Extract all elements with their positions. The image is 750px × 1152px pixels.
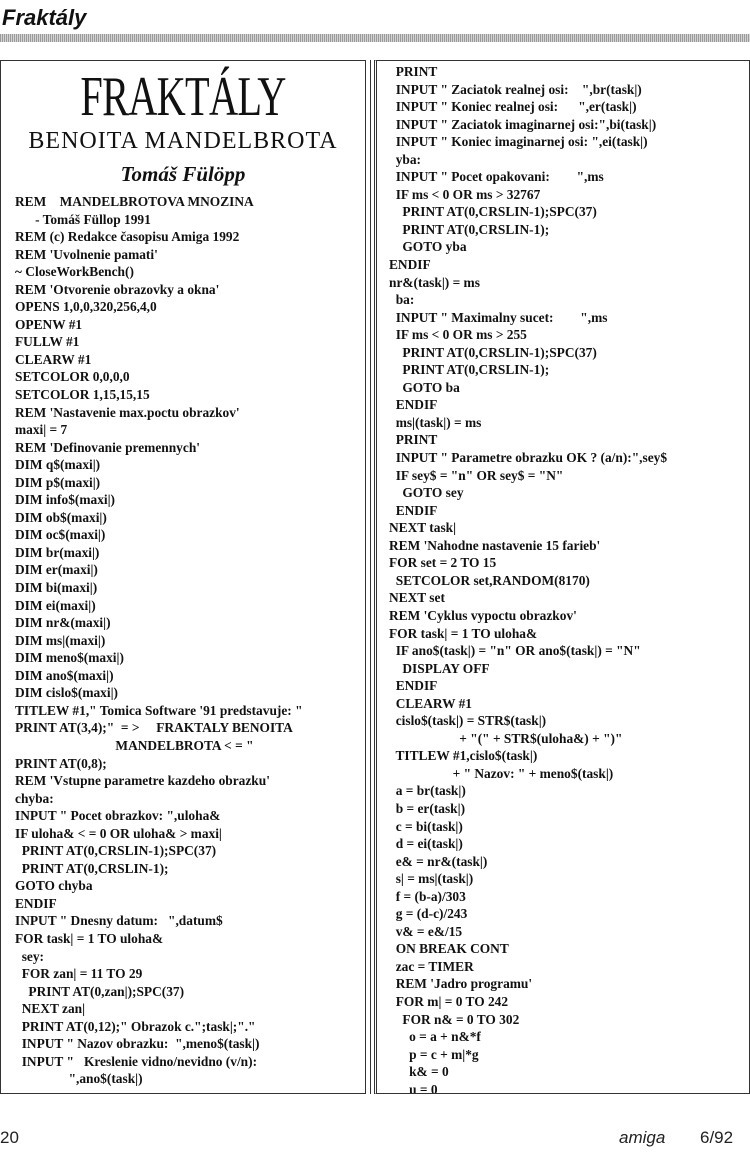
code-line: v& = e&/15 xyxy=(389,923,463,939)
code-line: ENDIF xyxy=(389,257,431,273)
code-line: nr&(task|) = ms xyxy=(389,274,480,290)
issue-number: 6/92 xyxy=(700,1128,734,1147)
code-line: IF uloha& < = 0 OR uloha& > maxi| xyxy=(15,825,222,841)
code-line: FOR task| = 1 TO uloha& xyxy=(15,930,164,946)
code-line: IF ano$(task|) = "n" OR ano$(task|) = "N" xyxy=(389,643,641,659)
code-line: SETCOLOR 1,15,15,15 xyxy=(15,387,150,403)
code-line: DISPLAY OFF xyxy=(389,660,490,676)
code-line: DIM info$(maxi|) xyxy=(15,492,116,508)
code-line: PRINT AT(0,CRSLIN-1);SPC(37) xyxy=(15,843,217,859)
code-line: PRINT AT(0,CRSLIN-1); xyxy=(389,362,550,378)
code-line: INPUT " Zaciatok imaginarnej osi:",bi(task|) xyxy=(389,116,657,132)
code-line: TITLEW #1,cislo$(task|) xyxy=(389,748,538,764)
article-title: FRAKTÁLY xyxy=(80,66,286,128)
code-line: DIM nr&(maxi|) xyxy=(15,615,111,631)
magazine-name: amiga xyxy=(619,1128,666,1147)
code-line: FOR zan| = 11 TO 29 xyxy=(15,966,143,982)
code-line: DIM cislo$(maxi|) xyxy=(15,685,118,701)
code-line: k& = 0 xyxy=(389,1064,449,1080)
code-line: a = br(task|) xyxy=(389,783,466,799)
code-line: ",ano$(task|) xyxy=(15,1071,143,1087)
code-line: s| = ms|(task|) xyxy=(389,871,474,887)
code-line: GOTO yba xyxy=(389,239,467,255)
code-line: chyba: xyxy=(15,790,54,806)
code-line: REM 'Uvolnenie pamati' xyxy=(15,246,158,262)
code-line: d = ei(task|) xyxy=(389,836,463,852)
column-divider xyxy=(370,60,371,1094)
code-line: INPUT " Maximalny sucet: ",ms xyxy=(389,309,608,325)
code-line: INPUT " Dnesny datum: ",datum$ xyxy=(15,913,223,929)
code-line: IF ms < 0 OR ms > 255 xyxy=(389,327,527,343)
code-line: CLEARW #1 xyxy=(15,351,92,367)
code-line: CLEARW #1 xyxy=(389,695,472,711)
left-column xyxy=(0,60,366,1094)
code-line: DIM oc$(maxi|) xyxy=(15,527,106,543)
code-line: INPUT " Koniec realnej osi: ",er(task|) xyxy=(389,99,637,115)
code-line: FOR set = 2 TO 15 xyxy=(389,555,497,571)
left-code-listing xyxy=(1,193,365,1088)
code-line: ENDIF xyxy=(389,502,438,518)
code-line: yba: xyxy=(389,151,421,167)
code-line: FOR m| = 0 TO 242 xyxy=(389,993,509,1009)
code-line: PRINT AT(0,8); xyxy=(15,755,107,771)
code-line: zac = TIMER xyxy=(389,958,474,974)
code-line: DIM ano$(maxi|) xyxy=(15,667,114,683)
code-line: PRINT AT(0,zan|);SPC(37) xyxy=(15,983,185,999)
code-line: NEXT zan| xyxy=(15,1001,86,1017)
code-line: ms|(task|) = ms xyxy=(389,414,482,430)
code-line: GOTO sey xyxy=(389,485,464,501)
code-line: DIM ei(maxi|) xyxy=(15,597,96,613)
code-line: PRINT xyxy=(389,432,438,448)
code-line: INPUT " Parametre obrazku OK ? (a/n):",sey$ xyxy=(389,450,668,466)
code-line: f = (b-a)/303 xyxy=(389,888,466,904)
code-line: GOTO chyba xyxy=(15,878,93,894)
code-line: ENDIF xyxy=(389,397,438,413)
header-rule xyxy=(0,34,750,42)
code-line: INPUT " Koniec imaginarnej osi: ",ei(task|) xyxy=(389,134,648,150)
code-line: - Tomáš Füllop 1991 xyxy=(15,211,151,227)
code-line: REM 'Definovanie premennych' xyxy=(15,439,200,455)
code-line: PRINT AT(0,CRSLIN-1);SPC(37) xyxy=(389,344,597,360)
code-line: DIM q$(maxi|) xyxy=(15,457,101,473)
code-line: sey: xyxy=(15,948,45,964)
code-line: DIM meno$(maxi|) xyxy=(15,650,124,666)
code-line: DIM ob$(maxi|) xyxy=(15,509,107,525)
code-line: b = er(task|) xyxy=(389,800,466,816)
code-line: OPENS 1,0,0,320,256,4,0 xyxy=(15,299,157,315)
code-line: FOR task| = 1 TO uloha& xyxy=(389,625,538,641)
code-line: ENDIF xyxy=(389,678,438,694)
code-line: g = (d-c)/243 xyxy=(389,906,468,922)
article-author: Tomáš Fülöpp xyxy=(120,162,246,186)
code-line: REM 'Nastavenie max.poctu obrazkov' xyxy=(15,404,240,420)
code-line: INPUT " Pocet opakovani: ",ms xyxy=(389,169,604,185)
code-line: TITLEW #1," Tomica Software '91 predstavuje: " xyxy=(15,702,303,718)
code-line: IF ms < 0 OR ms > 32767 xyxy=(389,186,541,202)
code-line: PRINT AT(0,12);" Obrazok c.";task|;"." xyxy=(15,1018,256,1034)
code-line: REM (c) Redakce časopisu Amiga 1992 xyxy=(15,229,240,245)
code-line: OPENW #1 xyxy=(15,316,83,332)
code-line: NEXT set xyxy=(389,590,445,606)
code-line: e& = nr&(task|) xyxy=(389,853,488,869)
page-number: 20 xyxy=(0,1128,19,1147)
code-line: cislo$(task|) = STR$(task|) xyxy=(389,713,547,729)
code-line: REM 'Nahodne nastavenie 15 farieb' xyxy=(389,537,601,553)
code-line: REM MANDELBROTOVA MNOZINA xyxy=(15,194,254,209)
code-line: + "(" + STR$(uloha&) + ")" xyxy=(389,730,623,746)
code-line: ON BREAK CONT xyxy=(389,941,509,957)
code-line: PRINT AT(0,CRSLIN-1);SPC(37) xyxy=(389,204,597,220)
code-line: INPUT " Zaciatok realnej osi: ",br(task|) xyxy=(389,81,642,97)
code-line: INPUT " Kreslenie vidno/nevidno (v/n): xyxy=(15,1053,258,1069)
code-line: DIM br(maxi|) xyxy=(15,544,100,560)
code-line: IF sey$ = "n" OR sey$ = "N" xyxy=(389,467,564,483)
section-title: Fraktály xyxy=(2,5,87,30)
code-line: DIM p$(maxi|) xyxy=(15,474,101,490)
code-line: INPUT " Nazov obrazku: ",meno$(task|) xyxy=(15,1036,260,1052)
code-line: MANDELBROTA < = " xyxy=(15,737,254,753)
code-line: SETCOLOR 0,0,0,0 xyxy=(15,369,130,385)
code-line: PRINT AT(0,CRSLIN-1); xyxy=(15,860,169,876)
code-line: FULLW #1 xyxy=(15,334,80,350)
code-line: PRINT xyxy=(389,64,438,79)
code-line: REM 'Jadro programu' xyxy=(389,976,533,992)
code-line: maxi| = 7 xyxy=(15,422,68,438)
code-line: ~ CloseWorkBench() xyxy=(15,264,134,280)
code-line: FOR n& = 0 TO 302 xyxy=(389,1011,520,1027)
code-line: c = bi(task|) xyxy=(389,818,463,834)
code-line: NEXT task| xyxy=(389,520,457,536)
code-line: ba: xyxy=(389,292,415,308)
code-line: SETCOLOR set,RANDOM(8170) xyxy=(389,572,590,588)
code-line: DIM ms|(maxi|) xyxy=(15,632,106,648)
code-line: INPUT " Pocet obrazkov: ",uloha& xyxy=(15,808,221,824)
code-line: GOTO ba xyxy=(389,379,460,395)
code-line: + " Nazov: " + meno$(task|) xyxy=(389,765,614,781)
code-line: o = a + n&*f xyxy=(389,1029,481,1045)
code-line: REM 'Vstupne parametre kazdeho obrazku' xyxy=(15,773,270,789)
code-line: REM 'Cyklus vypoctu obrazkov' xyxy=(389,607,577,623)
code-line: DIM er(maxi|) xyxy=(15,562,98,578)
code-line: ENDIF xyxy=(15,895,57,911)
code-line: PRINT AT(0,CRSLIN-1); xyxy=(389,221,550,237)
article-subtitle: BENOITA MANDELBROTA xyxy=(28,128,338,154)
code-line: REM 'Otvorenie obrazovky a okna' xyxy=(15,281,220,297)
code-line: p = c + m|*g xyxy=(389,1046,479,1062)
code-line: u = 0 xyxy=(389,1081,438,1094)
code-line: PRINT AT(3,4);" = > FRAKTALY BENOITA xyxy=(15,720,293,736)
right-column xyxy=(374,60,750,1094)
code-line: DIM bi(maxi|) xyxy=(15,580,98,596)
right-code-listing xyxy=(377,61,749,1094)
